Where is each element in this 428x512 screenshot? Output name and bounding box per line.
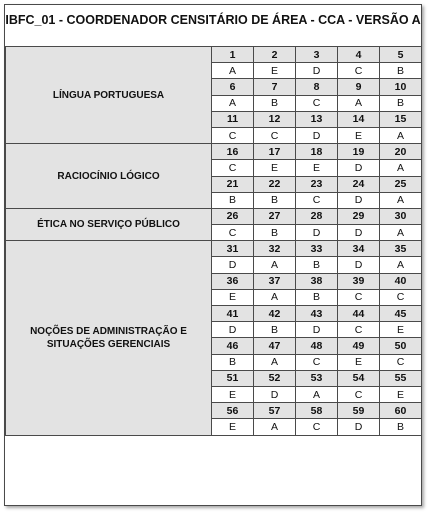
question-number-cell: 33: [296, 241, 338, 257]
answer-cell: A: [254, 354, 296, 370]
question-number-cell: 55: [380, 370, 422, 386]
question-number-cell: 17: [254, 144, 296, 160]
subject-label: RACIOCÍNIO LÓGICO: [6, 144, 212, 209]
answer-cell: C: [338, 63, 380, 79]
subject-label: ÉTICA NO SERVIÇO PÚBLICO: [6, 208, 212, 240]
answer-cell: B: [296, 289, 338, 305]
question-number-cell: 15: [380, 111, 422, 127]
answer-cell: B: [380, 419, 422, 435]
answer-cell: C: [296, 95, 338, 111]
subject-label: NOÇÕES DE ADMINISTRAÇÃO E SITUAÇÕES GERENCIAIS: [6, 241, 212, 435]
question-number-cell: 24: [338, 176, 380, 192]
answer-cell: A: [380, 192, 422, 208]
question-number-cell: 12: [254, 111, 296, 127]
answer-cell: A: [254, 289, 296, 305]
question-number-cell: 4: [338, 47, 380, 63]
question-number-cell: 52: [254, 370, 296, 386]
answer-cell: D: [254, 386, 296, 402]
answer-cell: D: [338, 225, 380, 241]
question-number-cell: 27: [254, 208, 296, 224]
answer-cell: E: [338, 354, 380, 370]
question-number-cell: 45: [380, 306, 422, 322]
question-number-row: [6, 208, 422, 224]
answer-cell: C: [338, 322, 380, 338]
question-number-cell: 44: [338, 306, 380, 322]
answer-cell: B: [380, 95, 422, 111]
answer-cell: E: [254, 160, 296, 176]
answer-cell: A: [254, 419, 296, 435]
answer-cell: C: [338, 386, 380, 402]
question-number-row: [6, 144, 422, 160]
question-number-cell: 23: [296, 176, 338, 192]
question-number-cell: 16: [212, 144, 254, 160]
answer-cell: D: [296, 225, 338, 241]
answer-cell: C: [212, 160, 254, 176]
answer-cell: E: [380, 386, 422, 402]
answer-cell: C: [380, 354, 422, 370]
question-number-cell: 59: [338, 403, 380, 419]
answer-cell: B: [254, 95, 296, 111]
answer-cell: D: [338, 192, 380, 208]
answer-cell: E: [254, 63, 296, 79]
question-number-cell: 34: [338, 241, 380, 257]
answer-cell: B: [254, 322, 296, 338]
question-number-cell: 11: [212, 111, 254, 127]
answer-cell: B: [296, 257, 338, 273]
answer-cell: D: [296, 322, 338, 338]
question-number-cell: 5: [380, 47, 422, 63]
question-number-cell: 9: [338, 79, 380, 95]
answer-cell: B: [212, 192, 254, 208]
answer-cell: E: [212, 289, 254, 305]
answer-cell: E: [380, 322, 422, 338]
question-number-cell: 14: [338, 111, 380, 127]
answer-cell: B: [380, 63, 422, 79]
answer-cell: D: [338, 419, 380, 435]
question-number-cell: 51: [212, 370, 254, 386]
answer-key-grid: [5, 46, 421, 436]
answer-cell: D: [338, 160, 380, 176]
question-number-cell: 40: [380, 273, 422, 289]
question-number-cell: 3: [296, 47, 338, 63]
answer-key-table: [5, 46, 422, 436]
question-number-cell: 47: [254, 338, 296, 354]
question-number-cell: 43: [296, 306, 338, 322]
question-number-cell: 37: [254, 273, 296, 289]
answer-cell: B: [212, 354, 254, 370]
question-number-cell: 57: [254, 403, 296, 419]
question-number-cell: 36: [212, 273, 254, 289]
question-number-cell: 20: [380, 144, 422, 160]
answer-key-body: [6, 47, 422, 436]
question-number-cell: 13: [296, 111, 338, 127]
question-number-cell: 49: [338, 338, 380, 354]
answer-cell: A: [380, 127, 422, 143]
answer-cell: A: [296, 386, 338, 402]
question-number-cell: 46: [212, 338, 254, 354]
question-number-cell: 53: [296, 370, 338, 386]
answer-cell: A: [380, 257, 422, 273]
answer-key-sheet: [4, 4, 422, 506]
question-number-cell: 56: [212, 403, 254, 419]
question-number-cell: 29: [338, 208, 380, 224]
question-number-cell: 7: [254, 79, 296, 95]
answer-cell: A: [380, 225, 422, 241]
question-number-cell: 48: [296, 338, 338, 354]
question-number-cell: 30: [380, 208, 422, 224]
spacer: [5, 35, 421, 46]
answer-cell: C: [296, 419, 338, 435]
question-number-cell: 32: [254, 241, 296, 257]
answer-cell: B: [254, 192, 296, 208]
answer-cell: A: [338, 95, 380, 111]
question-number-cell: 6: [212, 79, 254, 95]
question-number-cell: 50: [380, 338, 422, 354]
subject-label: LÍNGUA PORTUGUESA: [6, 47, 212, 144]
answer-cell: B: [254, 225, 296, 241]
question-number-cell: 54: [338, 370, 380, 386]
question-number-cell: 18: [296, 144, 338, 160]
question-number-cell: 35: [380, 241, 422, 257]
answer-cell: E: [212, 419, 254, 435]
answer-cell: A: [212, 63, 254, 79]
answer-cell: A: [212, 95, 254, 111]
answer-cell: C: [212, 127, 254, 143]
question-number-cell: 1: [212, 47, 254, 63]
answer-cell: C: [296, 354, 338, 370]
question-number-cell: 10: [380, 79, 422, 95]
answer-cell: C: [296, 192, 338, 208]
question-number-cell: 39: [338, 273, 380, 289]
question-number-cell: 25: [380, 176, 422, 192]
question-number-cell: 58: [296, 403, 338, 419]
answer-cell: C: [380, 289, 422, 305]
answer-cell: D: [296, 127, 338, 143]
answer-cell: C: [338, 289, 380, 305]
question-number-row: [6, 47, 422, 63]
question-number-cell: 26: [212, 208, 254, 224]
question-number-cell: 60: [380, 403, 422, 419]
answer-cell: C: [254, 127, 296, 143]
question-number-cell: 42: [254, 306, 296, 322]
answer-cell: C: [212, 225, 254, 241]
question-number-cell: 31: [212, 241, 254, 257]
question-number-cell: 21: [212, 176, 254, 192]
question-number-cell: 38: [296, 273, 338, 289]
answer-cell: D: [338, 257, 380, 273]
answer-cell: E: [338, 127, 380, 143]
answer-cell: E: [212, 386, 254, 402]
question-number-cell: 22: [254, 176, 296, 192]
question-number-cell: 8: [296, 79, 338, 95]
answer-cell: E: [296, 160, 338, 176]
answer-cell: D: [212, 322, 254, 338]
answer-cell: D: [296, 63, 338, 79]
question-number-cell: 2: [254, 47, 296, 63]
question-number-cell: 28: [296, 208, 338, 224]
question-number-cell: 19: [338, 144, 380, 160]
answer-cell: A: [380, 160, 422, 176]
answer-cell: D: [212, 257, 254, 273]
answer-cell: A: [254, 257, 296, 273]
question-number-cell: 41: [212, 306, 254, 322]
page-title: IBFC_01 - COORDENADOR CENSITÁRIO DE ÁREA - CCA - VERSÃO A: [5, 5, 421, 36]
question-number-row: [6, 241, 422, 257]
